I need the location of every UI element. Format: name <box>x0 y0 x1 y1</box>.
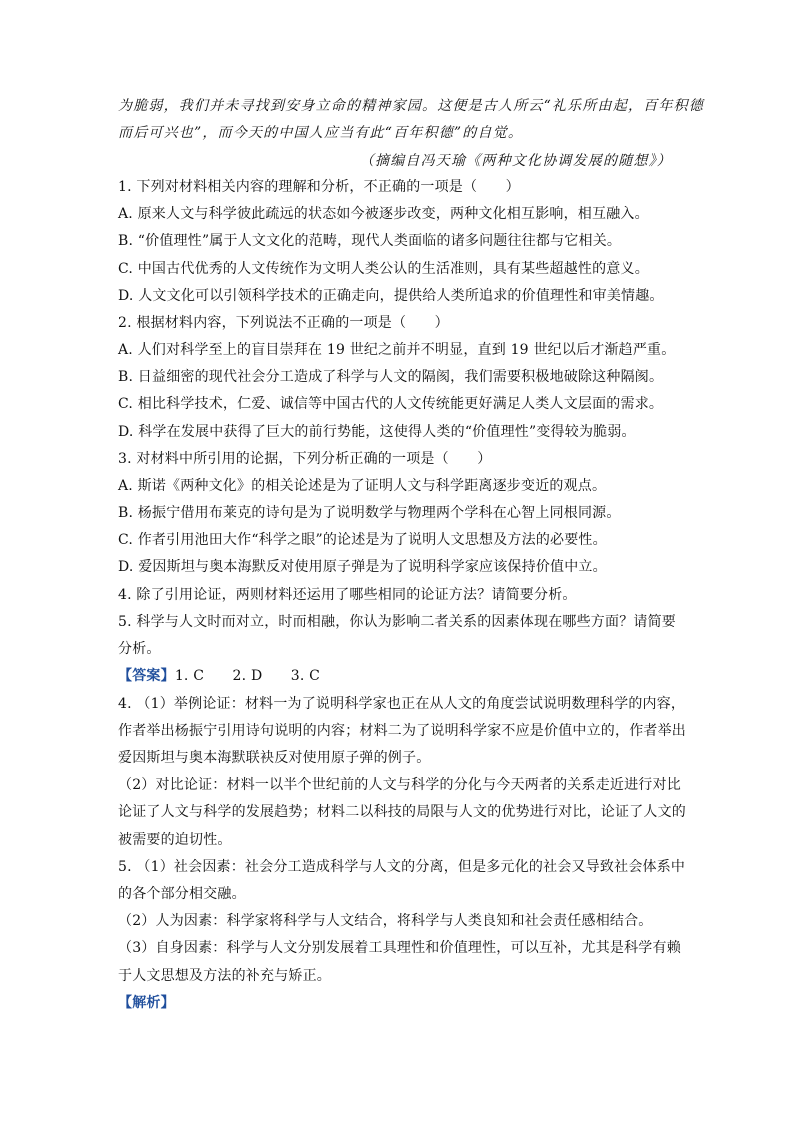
question-2-option-b: B. 日益细密的现代社会分工造成了科学与人文的隔阂，我们需要积极地破除这种隔阂。 <box>118 369 664 385</box>
question-3-option-a: A. 斯诺《两种文化》的相关论述是为了证明人文与科学距离逐步变近的观点。 <box>118 478 607 494</box>
question-1-option-c: C. 中国古代优秀的人文传统作为文明人类公认的生活准则，具有某些超越性的意义。 <box>118 261 649 277</box>
question-2-option-d: D. 科学在发展中获得了巨大的前行势能，这使得人类的“价值理性”变得较为脆弱。 <box>118 424 636 440</box>
question-4: 4. 除了引用论证，两则材料还运用了哪些相同的论证方法？请简要分析。 <box>118 587 577 603</box>
question-3-option-d: D. 爱因斯坦与奥本海默反对使用原子弹是为了说明科学家应该保持价值中立。 <box>118 559 607 575</box>
answer-5-line: （2）人为因素：科学家将科学与人文结合，将科学与人类良知和社会责任感相结合。 <box>118 913 653 929</box>
question-1-option-b: B. “价值理性”属于人文文化的范畴，现代人类面临的诸多问题往往都与它相关。 <box>118 233 622 249</box>
answer-5-line: 的各个部分相交融。 <box>118 886 246 902</box>
question-2-option-a: A. 人们对科学至上的盲目崇拜在 19 世纪之前并不明显，直到 19 世纪以后才渐趋严重。 <box>118 342 676 358</box>
answer-tag: 【答案】 <box>118 668 175 684</box>
passage-source: （摘编自冯天瑜《两种文化协调发展的随想》） <box>359 153 672 169</box>
answer-4-line: 论证了人文与科学的发展趋势；材料二以科技的局限与人文的优势进行对比，论证了人文的 <box>118 804 686 820</box>
answer-5-line: 5. （1）社会因素：社会分工造成科学与人文的分离，但是多元化的社会又导致社会体系中 <box>118 859 686 875</box>
answer-4-line: 爱因斯坦与奥本海默联袂反对使用原子弹的例子。 <box>118 750 431 766</box>
question-5-line-1: 5. 科学与人文时而对立，时而相融，你认为影响二者关系的因素体现在哪些方面？请简要 <box>118 614 677 630</box>
question-1-option-d: D. 人文文化可以引领科学技术的正确走向，提供给人类所追求的价值理性和审美情趣。 <box>118 288 664 304</box>
analysis-tag: 【解析】 <box>118 995 175 1011</box>
answer-5-line: 于人文思想及方法的补充与矫正。 <box>118 968 331 984</box>
passage-line-2: 而后可兴也”，而今天的中国人应当有此“百年积德”的自觉。 <box>118 125 524 141</box>
answer-4-line: 4. （1）举例论证：材料一为了说明科学家也正在从人文的角度尝试说明数理科学的内容， <box>118 696 686 712</box>
question-3-option-c: C. 作者引用池田大作“科学之眼”的论述是为了说明人文思想及方法的必要性。 <box>118 532 607 548</box>
answer-4-line: 作者举出杨振宁引用诗句说明的内容；材料二为了说明科学家不应是价值中立的，作者举出 <box>118 723 686 739</box>
question-2-stem: 2. 根据材料内容，下列说法不正确的一项是（ ） <box>118 315 449 331</box>
answer-4-line: 被需要的迫切性。 <box>118 832 232 848</box>
answer-choices: 1. C 2. D 3. C <box>174 668 321 684</box>
question-3-option-b: B. 杨振宁借用布莱克的诗句是为了说明数学与物理两个学科在心智上同根同源。 <box>118 505 621 521</box>
answer-4-line: （2）对比论证：材料一以半个世纪前的人文与科学的分化与今天两者的关系走近进行对比 <box>118 777 681 793</box>
answer-line <box>118 666 320 686</box>
question-1-option-a: A. 原来人文与科学彼此疏远的状态如今被逐步改变，两种文化相互影响，相互融入。 <box>118 206 649 222</box>
question-3-stem: 3. 对材料中所引用的论据，下列分析正确的一项是（ ） <box>118 451 492 467</box>
question-5-line-2: 分析。 <box>118 641 161 657</box>
passage-line-1: 为脆弱，我们并未寻找到安身立命的精神家园。这便是古人所云“礼乐所由起，百年积德 <box>118 98 704 114</box>
question-1-stem: 1. 下列对材料相关内容的理解和分析，不正确的一项是（ ） <box>118 179 520 195</box>
question-2-option-c: C. 相比科学技术，仁爱、诚信等中国古代的人文传统能更好满足人类人文层面的需求。 <box>118 396 664 412</box>
answer-5-line: （3）自身因素：科学与人文分别发展着工具理性和价值理性，可以互补，尤其是科学有赖 <box>118 940 681 956</box>
